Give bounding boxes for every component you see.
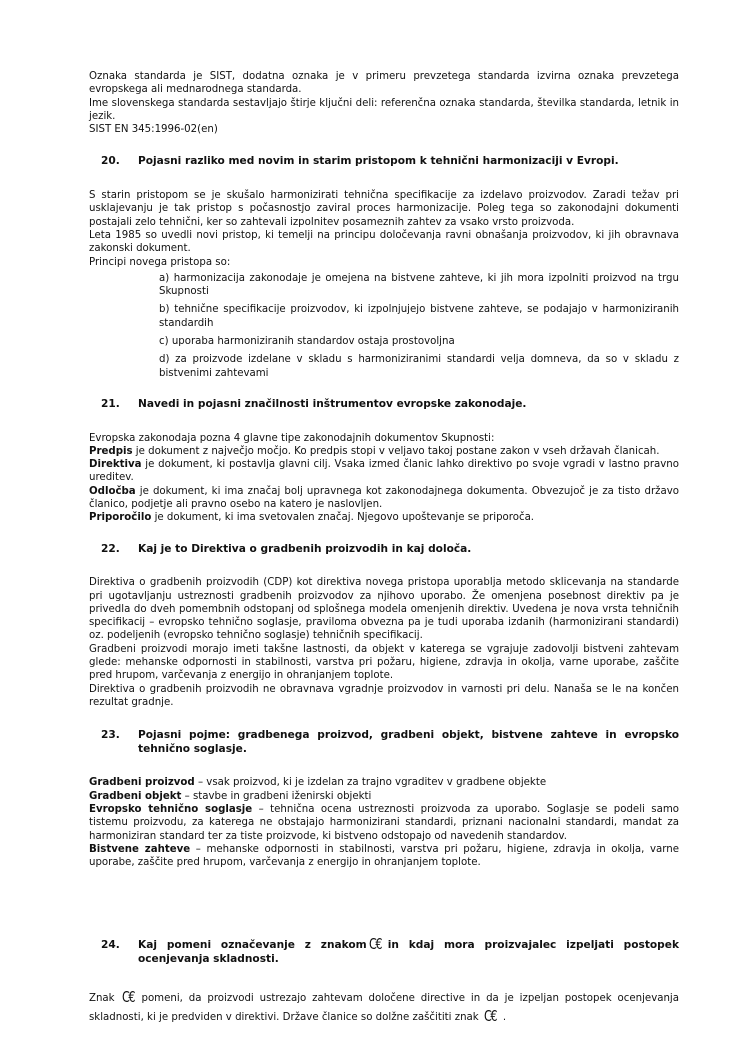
answer-paragraph: Leta 1985 so uvedli novi pristop, ki temelji na principu določevanja ravni obnašanja proizvodov, ki jih obravnava zakonski dokument. (89, 229, 679, 255)
question-24-answer (89, 989, 679, 1027)
definition-term: Bistvene zahteve (89, 843, 191, 855)
text-start: Znak (89, 992, 115, 1004)
question-number: 24. (101, 939, 120, 952)
definition-item (89, 511, 679, 524)
definition-text: je dokument z največjo močjo. Ko predpis stopi v veljavo takoj postane zakon v vseh državah članicah. (132, 445, 660, 457)
text-middle: pomeni, da proizvodi ustrezajo zahtevam določene directive in da je izpeljan postopek ocenjevanja skladnosti, ki je predviden v direktivi. Države članice so dolžne zaščititi znak (89, 992, 679, 1023)
definition-item (89, 803, 679, 843)
answer-paragraph: S starin pristopom se je skušalo harmonizirati tehnična specifikacije za izdelavo proizvodov. Zaradi težav pri usklajevanju je tak pristop s počasnostjo zaviral proces harmonizacije. Poleg tega so zakonodajni dokumenti postajali zelo tehnični, ker so zahtevali izpolnitev posameznih zahtev za vsako vrsto proizvoda. (89, 190, 679, 228)
question-title: Pojasni pojme: gradbenega proizvod, gradbeni objekt, bistvene zahteve in evropsko tehnično soglasje. (138, 729, 679, 755)
question-20-answer (89, 189, 679, 380)
list-item: c) uporaba harmoniziranih standardov ostaja prostovoljna (159, 336, 455, 348)
intro-paragraph-1: Oznaka standarda je SIST, dodatna oznaka je v primeru prevzetega standarda izvirna oznaka prevzetega evropskega ali mednarodnega standarda. (89, 71, 679, 96)
list-item: d) za proizvode izdelane v skladu s harmoniziranimi standardi velja domneva, da so v skladu z bistvenimi zahtevami (159, 354, 679, 379)
definition-text: – stavbe in gradbeni iženirski objekti (181, 790, 372, 802)
question-22-answer (89, 576, 679, 709)
definition-term: Gradbeni objekt (89, 790, 182, 802)
definition-term: Gradbeni proizvod (89, 777, 195, 789)
definition-term: Priporočilo (89, 512, 152, 524)
text-end: . (502, 1011, 507, 1023)
definition-item (89, 445, 679, 458)
question-title (138, 935, 679, 966)
definition-text: – mehanske odpornosti in stabilnosti, varstva pri požaru, higiene, zdravja in okolja, varne uporabe, zaščite pred hrupom, varčevanja z energijo in ohranjanjem toplote. (89, 843, 679, 869)
definition-term: Odločba (89, 485, 136, 497)
answer-paragraph: Direktiva o gradbenih proizvodih ne obravnava vgradnje proizvodov in varnosti pri delu. Nanaša se le na končen rezultat gradnje. (89, 683, 679, 708)
definition-text: je dokument, ki postavlja glavni cilj. Vsaka izmed članic lahko direktivo po svoje vgradi v lastno pravno ureditev. (89, 459, 679, 484)
question-title: Pojasni razliko med novim in starim pristopom k tehnični harmonizaciji v Evropi. (138, 155, 619, 168)
principles-list (159, 272, 679, 380)
ce-mark-icon: C€ (368, 935, 381, 954)
answer-paragraph (89, 989, 679, 1027)
definition-text: – vsak proizvod, ki je izdelan za trajno vgraditev v gradbene objekte (194, 777, 547, 789)
question-21-heading (89, 398, 679, 412)
definition-term: Direktiva (89, 459, 142, 471)
title-start: Kaj pomeni označevanje z znakom (138, 939, 367, 952)
answer-paragraph: Principi novega pristopa so: (89, 256, 231, 268)
question-24-heading (89, 935, 679, 966)
definition-item (89, 458, 679, 485)
title-end: in kdaj mora proizvajalec izpeljati postopek ocenjevanja skladnosti. (138, 939, 679, 966)
question-23-answer (89, 776, 679, 869)
definition-text: je dokument, ki ima značaj bolj upravnega kot zakonodajnega dokumenta. Obvezujoč je za tisto državo članico, podjetje ali pravno osebo na katero je naslovljen. (89, 485, 679, 511)
list-item: a) harmonizacija zakonodaje je omejena na bistvene zahteve, ki jih mora izpolniti proizvod na trgu Skupnosti (159, 272, 679, 298)
question-number: 20. (101, 155, 120, 168)
definition-item (89, 843, 679, 870)
definition-item (89, 776, 679, 789)
answer-paragraph: Direktiva o gradbenih proizvodih (CDP) kot direktiva novega pristopa uporablja metodo sklicevanja na standarde pri ugotavljanju ustreznosti gradbenih proizvodov za njihovo uporabo. Že omenjena posebnost direktiv pa je privedla do dveh pomembnih odstopanj od splošnega modela omenjenih direktiv. Uvedena je nova vrsta tehničnih specifikacij – evropsko tehnično soglasje, praviloma obvezna pa je tudi uporaba izdanih (harmonizirani standardi) oz. podeljenih (evropsko tehnično soglasje) tehničnih specifikacij. (89, 577, 679, 642)
question-22-heading (89, 543, 679, 557)
definition-item (89, 485, 679, 512)
question-23-heading (89, 729, 679, 756)
question-title: Navedi in pojasni značilnosti inštrumentov evropske zakonodaje. (138, 397, 527, 410)
question-21-answer (89, 432, 679, 525)
definition-text: – tehnična ocena ustreznosti proizvoda za uporabo. Soglasje se podeli samo tistemu proizvodu, za katerega ne obstajajo harmonizirani standardi, priznani nacionalni standardi, mandat za harmoniziran standard ter za tiste proizvode, ki bistveno odstopajo od navedenih standardov. (89, 803, 679, 842)
ce-mark-icon: C€ (122, 987, 135, 1006)
definition-term: Predpis (89, 445, 133, 457)
intro-paragraph-2: Ime slovenskega standarda sestavljajo štirje ključni deli: referenčna oznaka standarda, številka standarda, letnik in jezik. (89, 97, 679, 122)
question-20-heading (89, 155, 679, 169)
question-number: 21. (101, 397, 120, 410)
question-number: 22. (101, 542, 120, 555)
definition-item (89, 790, 679, 803)
document-page (89, 70, 679, 1027)
definition-text: je dokument, ki ima svetovalen značaj. Njegovo upoštevanje se priporoča. (151, 512, 535, 524)
answer-paragraph: Gradbeni proizvodi morajo imeti takšne lastnosti, da objekt v katerega se vgrajuje zadovolji bistveni zahtevam glede: mehanske odpornosti in stabilnosti, varstva pri požaru, higiene, zdravja in okolja, varne uporabe, zaščite pred hrupom, varčevanja z energijo in ohranjanjem toplote. (89, 643, 679, 682)
answer-paragraph: Evropska zakonodaja pozna 4 glavne tipe zakonodajnih dokumentov Skupnosti: (89, 432, 495, 444)
list-item: b) tehnične specifikacije proizvodov, ki izpolnjujejo bistvene zahteve, se podajajo v harmoniziranih standardih (159, 304, 679, 329)
question-number: 23. (101, 729, 120, 742)
definition-term: Evropsko tehnično soglasje (89, 803, 253, 815)
question-title: Kaj je to Direktiva o gradbenih proizvodih in kaj določa. (138, 542, 472, 555)
intro-paragraph-3: SIST EN 345:1996-02(en) (89, 124, 218, 136)
ce-mark-icon: C€ (483, 1006, 496, 1025)
